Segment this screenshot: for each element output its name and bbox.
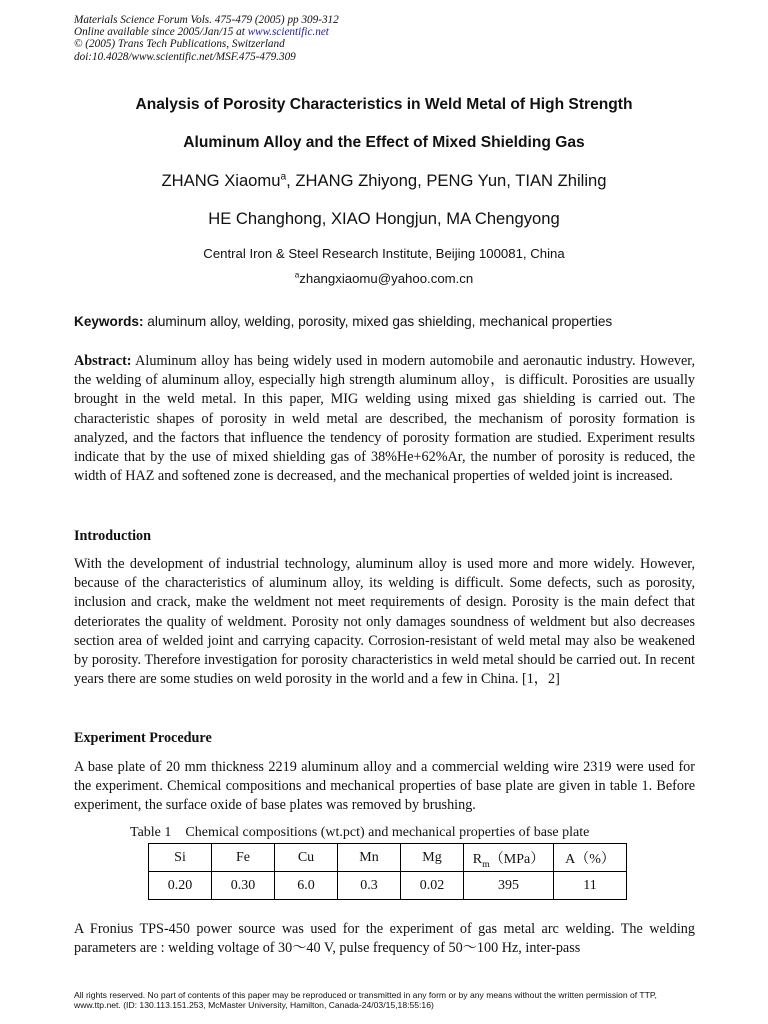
table-cell: 0.02 xyxy=(401,872,464,900)
header-journal-line: Materials Science Forum Vols. 475-479 (2005) pp 309-312 xyxy=(74,14,339,26)
table-cell: 11 xyxy=(554,872,627,900)
table-cell: 6.0 xyxy=(275,872,338,900)
introduction-text: With the development of industrial technology, aluminum alloy is used more and more widely. However, because of the characteristics of aluminum alloy, its welding is difficult. Some defects, such as porosity, inclusion and crack, make the weldment not meet requirements of design. Porosity is the main defect that deteriorates the quality of weldment. Porosity not only damages soundness of weldment but also decreases section area of welded joint and carrying capacity. Corrosion-resistant of weld metal may also be weakened by porosity. Therefore investigation for porosity characteristics in weld metal should be carried out. In recent years there are some studies on weld porosity in the world and a few in China. [1，2] xyxy=(74,556,695,688)
table-header-row xyxy=(149,844,627,872)
header-copyright-line: © (2005) Trans Tech Publications, Switzerland xyxy=(74,38,285,51)
welding-parameters-text: A Fronius TPS-450 power source was used for the experiment of gas metal arc welding. The welding parameters are : welding voltage of 30～40 V, pulse frequency of 50～100 Hz, inter-pass xyxy=(74,921,695,957)
table-header-cell-a: A（%） xyxy=(554,844,627,872)
authors-line-1: ZHANG Xiaomu$^a$, ZHANG Zhiyong, PENG Yun, TIAN Zhiling xyxy=(161,171,607,190)
table-row xyxy=(149,872,627,900)
table-1-caption: Table 1 Chemical compositions (wt.pct) and mechanical properties of base plate xyxy=(130,825,590,840)
table-header-cell: Si xyxy=(149,844,212,872)
abstract: Abstract: Aluminum alloy has being widely used in modern automobile and aeronautic industry. However, the welding of aluminum alloy, especially high strength aluminum alloy，is difficult. Porosities are usually brought in the weld metal. In this paper, MIG welding using mixed gas shielding is carried out. The characteristic shapes of porosity in weld metal are described, the mechanism of porosity formation is analyzed, and the factors that influence the tendency of porosity formation are studied. Experiment results indicate that by the use of mixed shielding gas of 38%He+62%Ar, the number of porosity is reduced, the width of HAZ and softened zone is decreased, and the mechanical properties of welded joint is increased. xyxy=(74,353,695,485)
table-cell: 0.30 xyxy=(212,872,275,900)
table-header-cell: Mn xyxy=(338,844,401,872)
paper-title-line-2: Aluminum Alloy and the Effect of Mixed Shielding Gas xyxy=(183,134,585,151)
experiment-text: A base plate of 20 mm thickness 2219 aluminum alloy and a commercial welding wire 2319 were used for the experiment. Chemical compositions and mechanical properties of base plate are given in table 1. Before experiment, the surface oxide of base plates was removed by brushing. xyxy=(74,759,695,814)
author-email: $^a$zhangxiaomu@yahoo.com.cn xyxy=(294,270,474,286)
table-header-cell-rm: $R_m(MPa)$ xyxy=(464,844,554,872)
affiliation: Central Iron & Steel Research Institute, Beijing 100081, China xyxy=(203,246,565,261)
header-doi-line: doi:10.4028/www.scientific.net/MSF.475-479.309 xyxy=(74,50,296,63)
copyright-footer xyxy=(74,991,657,1011)
authors-line-2: HE Changhong, XIAO Hongjun, MA Chengyong xyxy=(208,209,560,228)
experiment-heading: Experiment Procedure xyxy=(74,730,212,746)
journal-header xyxy=(74,14,339,63)
table-cell: 0.20 xyxy=(149,872,212,900)
paper-title-line-1: Analysis of Porosity Characteristics in Weld Metal of High Strength xyxy=(135,96,633,113)
footer-rights-line: All rights reserved. No part of contents of this paper may be reproduced or transmitted in any form or by any means without the written permission of TTP, xyxy=(74,990,657,1000)
introduction-heading: Introduction xyxy=(74,528,151,544)
table-cell: 0.3 xyxy=(338,872,401,900)
header-online-line: Online available since 2005/Jan/15 at www.scientific.net xyxy=(74,26,329,39)
table-header-cell: Cu xyxy=(275,844,338,872)
footer-id-line: www.ttp.net. (ID: 130.113.151.253, McMaster University, Hamilton, Canada-24/03/15,18:55:16) xyxy=(74,999,434,1010)
table-cell: 395 xyxy=(464,872,554,900)
scientific-net-link[interactable]: www.scientific.net xyxy=(247,26,329,39)
keywords: Keywords: aluminum alloy, welding, porosity, mixed gas shielding, mechanical properties xyxy=(74,314,613,329)
table-header-cell: Mg xyxy=(401,844,464,872)
table-1 xyxy=(148,843,627,900)
table-header-cell: Fe xyxy=(212,844,275,872)
